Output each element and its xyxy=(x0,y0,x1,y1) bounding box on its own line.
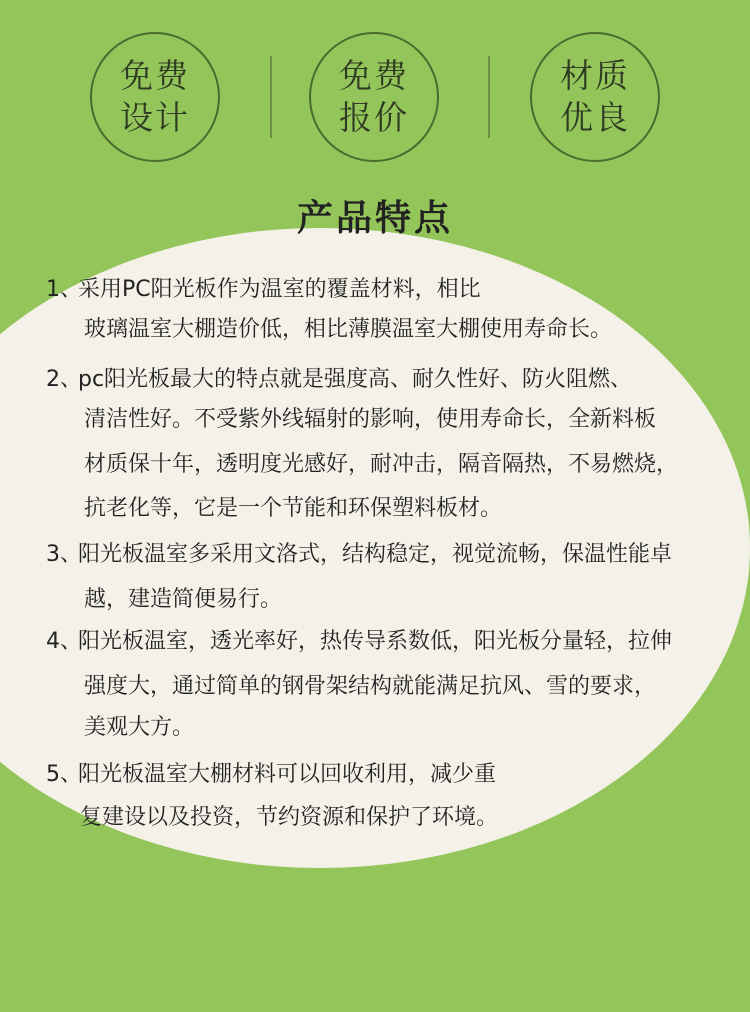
feature-text: 阳光板温室大棚材料可以回收利用，减少重 xyxy=(78,762,497,787)
feature-badges-band xyxy=(0,0,750,175)
badge-quality-material xyxy=(530,32,660,162)
feature-item-4-line-2: 强度大，通过简单的钢骨架结构就能满足抗风、雪的要求， xyxy=(84,674,657,699)
feature-item-2-line-3: 材质保十年，透明度光感好，耐冲击，隔音隔热，不易燃烧， xyxy=(84,452,679,477)
features-background-oval xyxy=(0,228,750,868)
feature-number: 3、 xyxy=(46,542,82,567)
badge-divider xyxy=(270,56,272,138)
feature-item-2-line-2: 清洁性好。不受紫外线辐射的影响，使用寿命长，全新料板 xyxy=(84,407,657,432)
feature-item-2-line-4: 抗老化等，它是一个节能和环保塑料板材。 xyxy=(84,496,503,521)
feature-item-1-line-2: 玻璃温室大棚造价低，相比薄膜温室大棚使用寿命长。 xyxy=(84,317,613,342)
feature-text: pc阳光板最大的特点就是强度高、耐久性好、防火阻燃、 xyxy=(78,367,633,392)
badge-free-quote xyxy=(309,32,439,162)
badge-line-2: 优良 xyxy=(560,98,630,137)
section-title: 产品特点 xyxy=(296,198,453,239)
badge-line-1: 材质 xyxy=(560,56,630,95)
feature-text: 采用PC阳光板作为温室的覆盖材料，相比 xyxy=(78,277,481,302)
feature-text: 阳光板温室，透光率好，热传导系数低，阳光板分量轻，拉伸 xyxy=(78,629,673,654)
badge-line-1: 免费 xyxy=(339,56,409,95)
badge-free-design xyxy=(90,32,220,162)
feature-number: 5、 xyxy=(46,762,82,787)
feature-item-5-line-2: 复建设以及投资，节约资源和保护了环境。 xyxy=(80,805,499,830)
feature-number: 2、 xyxy=(46,367,82,392)
badge-line-1: 免费 xyxy=(120,56,190,95)
feature-number: 1、 xyxy=(46,277,82,302)
badge-divider xyxy=(488,56,490,138)
badge-line-2: 报价 xyxy=(339,98,409,137)
feature-item-4-line-3: 美观大方。 xyxy=(84,715,195,740)
feature-item-3-line-2: 越，建造简便易行。 xyxy=(84,587,283,612)
badge-line-2: 设计 xyxy=(120,98,190,137)
feature-text: 阳光板温室多采用文洛式，结构稳定，视觉流畅，保温性能卓 xyxy=(78,542,673,567)
feature-number: 4、 xyxy=(46,629,82,654)
